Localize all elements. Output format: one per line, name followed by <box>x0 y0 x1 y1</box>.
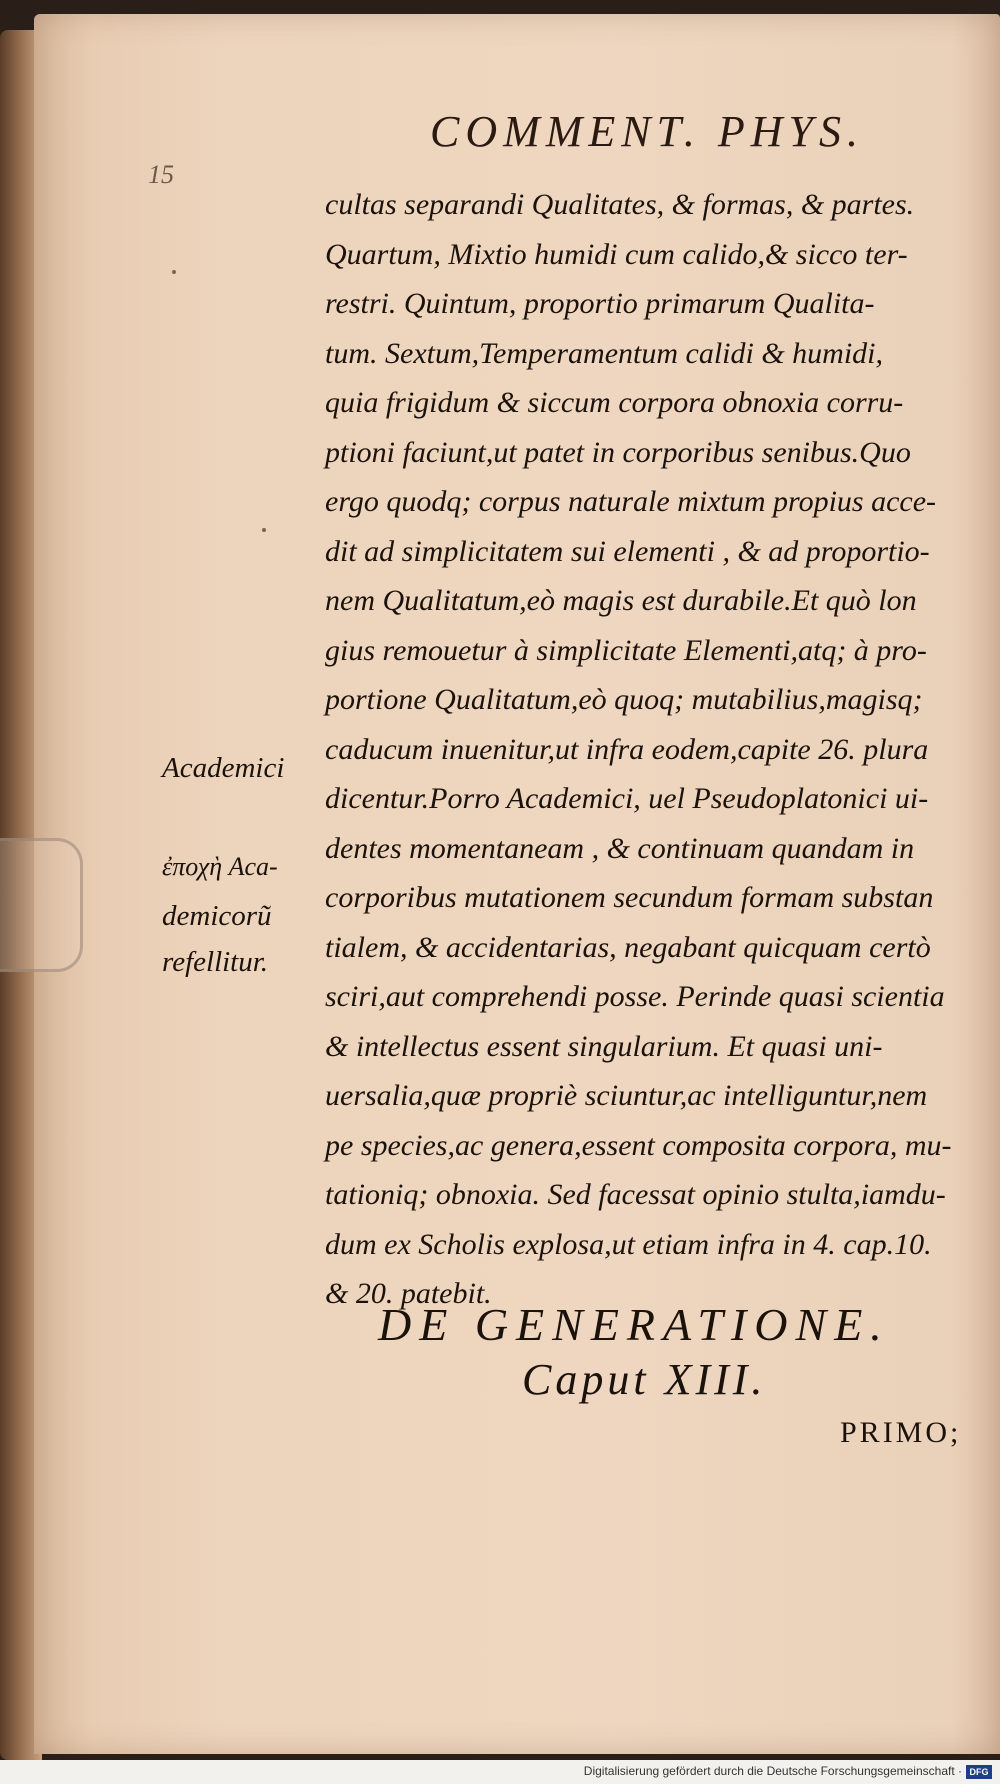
ink-speck <box>172 270 176 274</box>
digitization-credit: Digitalisierung gefördert durch die Deutsche Forschungsgemeinschaft · <box>583 1764 962 1778</box>
marginal-note-academici: Academici <box>162 752 285 784</box>
folio-mark: 15 <box>148 160 174 189</box>
text-line: nem Qualitatum,eò magis est durabile.Et quò lon <box>325 584 917 617</box>
text-line: tum. Sextum,Temperamentum calidi & humidi, <box>325 336 884 370</box>
text-line: quia frigidum & siccum corpora obnoxia corru- <box>325 386 904 419</box>
marginal-note-line: demicorũ <box>162 900 272 932</box>
dfg-logo: DFG <box>966 1765 992 1779</box>
text-line: ergo quodq; corpus naturale mixtum propius acce- <box>325 485 937 518</box>
page-clip <box>0 838 83 972</box>
catchword: PRIMO; <box>840 1416 962 1449</box>
text-line: cultas separandi Qualitates, & formas, & partes. <box>325 188 915 221</box>
marginal-note-line: refellitur. <box>162 946 269 978</box>
text-line: uersalia,quæ propriè sciuntur,ac intelliguntur,nem <box>325 1079 928 1112</box>
chapter-title: DE GENERATIONE. <box>378 1299 890 1350</box>
text-line: pe species,ac genera,essent composita corpora, mu- <box>325 1128 952 1162</box>
text-line: corporibus mutationem secundum formam substan <box>325 881 934 914</box>
text-line: dit ad simplicitatem sui elementi , & ad proportio- <box>325 534 930 568</box>
text-line: gius remouetur à simplicitate Elementi,atq; à pro- <box>325 633 927 667</box>
text-line: tationiq; obnoxia. Sed facessat opinio stulta,iamdu- <box>325 1178 946 1211</box>
text-line: dum ex Scholis explosa,ut etiam infra in 4. cap.10. <box>325 1227 932 1261</box>
text-line: dicentur.Porro Academici, uel Pseudoplatonici ui- <box>325 782 929 815</box>
text-line: tialem, & accidentarias, negabant quicquam certò <box>325 930 931 964</box>
text-line: Quartum, Mixtio humidi cum calido,& sicco ter- <box>325 237 908 271</box>
text-line: & intellectus essent singularium. Et quasi uni- <box>325 1029 883 1063</box>
text-line: restri. Quintum, proportio primarum Qualita- <box>325 287 875 320</box>
body-text <box>325 180 995 1319</box>
text-line: ptioni faciunt,ut patet in corporibus senibus.Quo <box>325 435 911 469</box>
text-line: sciri,aut comprehendi posse. Perinde quasi scientia <box>325 980 945 1013</box>
text-line: portione Qualitatum,eò quoq; mutabilius,magisq; <box>325 683 923 716</box>
text-line: & 20. patebit. <box>325 1277 492 1310</box>
marginal-note-line: ἐποχὴ Aca- <box>162 852 278 881</box>
chapter-subtitle: Caput XIII. <box>522 1355 767 1404</box>
running-header: COMMENT. PHYS. <box>430 107 864 156</box>
text-line: dentes momentaneam , & continuam quandam in <box>325 831 915 865</box>
ink-speck <box>262 528 266 532</box>
text-line: caducum inuenitur,ut infra eodem,capite 26. plura <box>325 732 929 766</box>
